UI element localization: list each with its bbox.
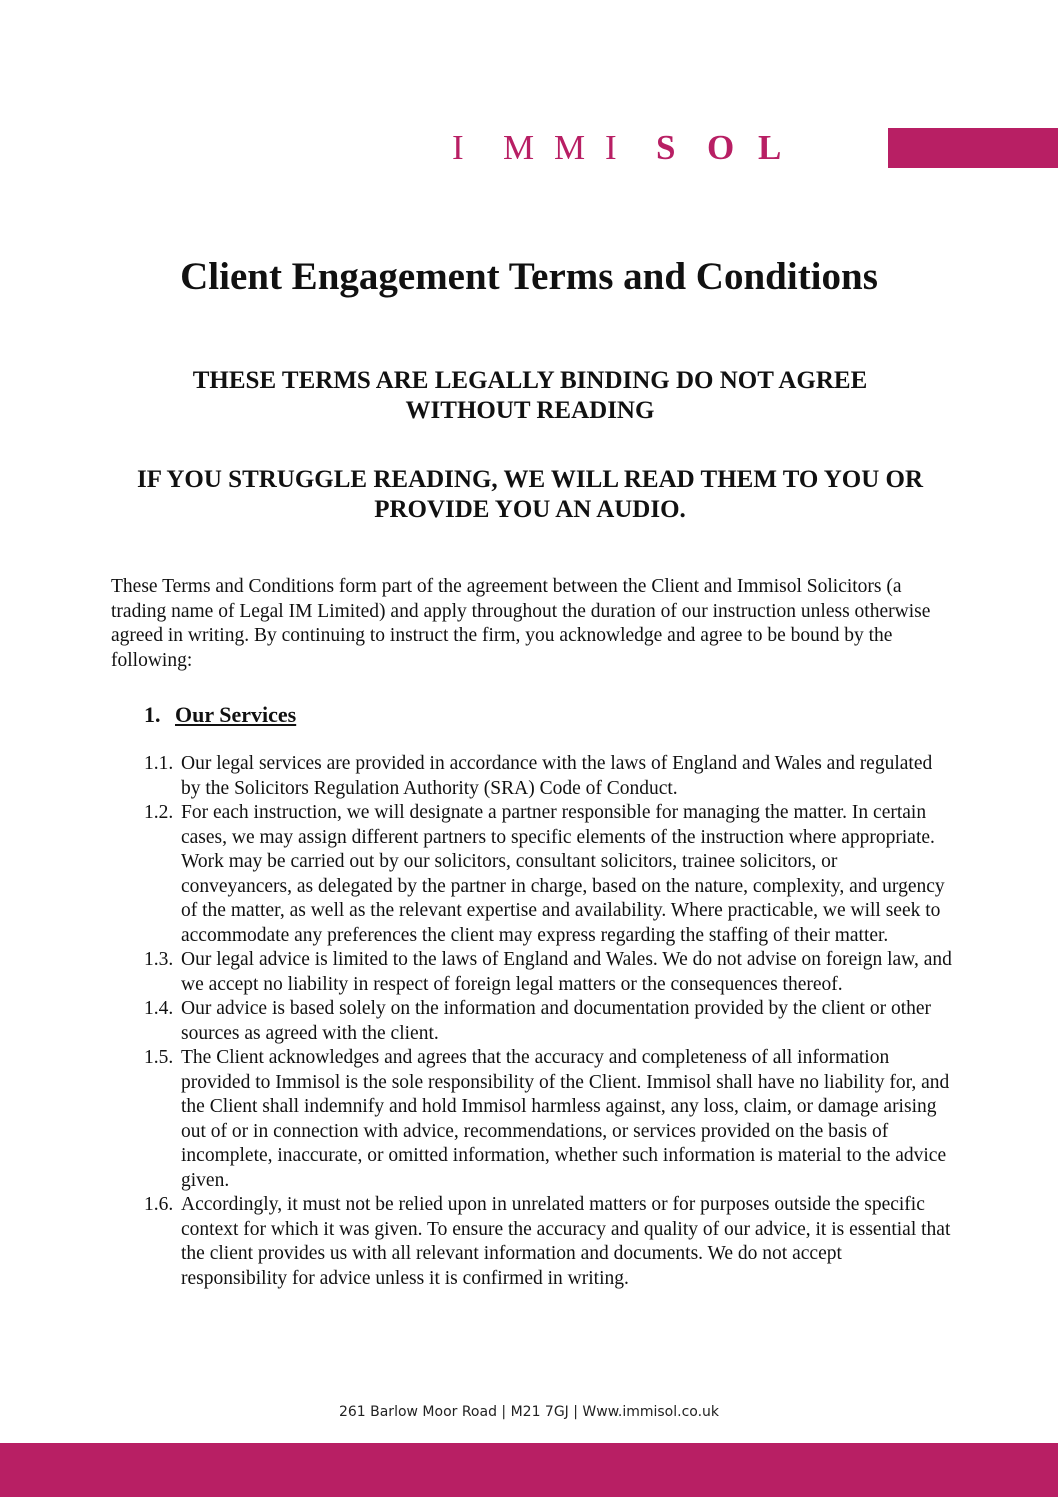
clause-number: 1.6. [144, 1194, 174, 1215]
clause-text: Accordingly, it must not be relied upon in unrelated matters or for purposes outside the specific context for which it was given. To ensure the accuracy and quality of our advice, it is essential that the client provides us with all relevant information and documents. We do not accept responsibility for advice unless it is confirmed in writing. [181, 1194, 951, 1289]
header-accent-bar [888, 128, 1058, 168]
brand-letter: O [707, 128, 735, 167]
brand-letter: I [605, 128, 617, 167]
clause-number: 1.4. [144, 998, 174, 1019]
footer-address: 261 Barlow Moor Road | M21 7GJ | Www.immisol.co.uk [338, 1404, 720, 1420]
document-title: Client Engagement Terms and Conditions [180, 255, 878, 298]
legal-warning: THESE TERMS ARE LEGALLY BINDING DO NOT AGREE WITHOUT READING [192, 367, 868, 424]
clause-text: Our legal advice is limited to the laws of England and Wales. We do not advise on foreign law, and we accept no liability in respect of foreign legal matters or the consequences thereof. [181, 949, 952, 995]
clause-item [144, 948, 952, 997]
clause-text: For each instruction, we will designate a partner responsible for managing the matter. In certain cases, we may assign different partners to specific elements of the instruction where appropriate. Work may be carried out by our solicitors, consultant solicitors, trainee solicitors, or conveyancers, as delegated by the partner in charge, based on the nature, complexity, and urgency of the matter, as well as the relevant expertise and availability. Where practicable, we will seek to accommodate any preferences the client may express regarding the staffing of their matter. [181, 802, 945, 946]
clause-text: The Client acknowledges and agrees that the accuracy and completeness of all information provided to Immisol is the sole responsibility of the Client. Immisol shall have no liability for, and the Client shall indemnify and hold Immisol harmless against, any loss, claim, or damage arising out of or in connection with advice, recommendations, or services provided on the basis of incomplete, inaccurate, or omitted information, whether such information is material to the advice given. [181, 1047, 950, 1191]
brand-letter: I [452, 128, 464, 167]
clause-number: 1.5. [144, 1047, 174, 1068]
section-number: 1. [144, 702, 161, 727]
brand-letter: L [758, 128, 782, 167]
footer-accent-bar [0, 1443, 1058, 1497]
clause-number: 1.3. [144, 949, 174, 970]
clause-item [144, 752, 952, 801]
brand-letter: M [554, 128, 586, 167]
section-title: Our Services [175, 702, 297, 727]
clause-item [144, 1193, 952, 1291]
clause-item [144, 801, 952, 948]
clause-item [144, 997, 952, 1046]
clause-text: Our legal services are provided in accordance with the laws of England and Wales and regulated by the Solicitors Regulation Authority (SRA) Code of Conduct. [181, 753, 933, 799]
intro-paragraph: These Terms and Conditions form part of the agreement between the Client and Immisol Solicitors (a trading name of Legal IM Limited) and apply throughout the duration of our instruction unless otherwise agreed in writing. By continuing to instruct the firm, you acknowledge and agree to be bound by the following: [111, 576, 931, 671]
clause-number: 1.1. [144, 753, 174, 774]
clause-text: Our advice is based solely on the information and documentation provided by the client or other sources as agreed with the client. [181, 998, 932, 1044]
clause-list [144, 752, 952, 1291]
brand-letter: M [503, 128, 535, 167]
clause-item [144, 1046, 952, 1193]
section-heading [144, 701, 296, 729]
brand-letter: S [656, 128, 676, 167]
accessibility-notice: IF YOU STRUGGLE READING, WE WILL READ THEM TO YOU OR PROVIDE YOU AN AUDIO. [136, 466, 924, 523]
brand-logo [452, 126, 809, 170]
clause-number: 1.2. [144, 802, 174, 823]
